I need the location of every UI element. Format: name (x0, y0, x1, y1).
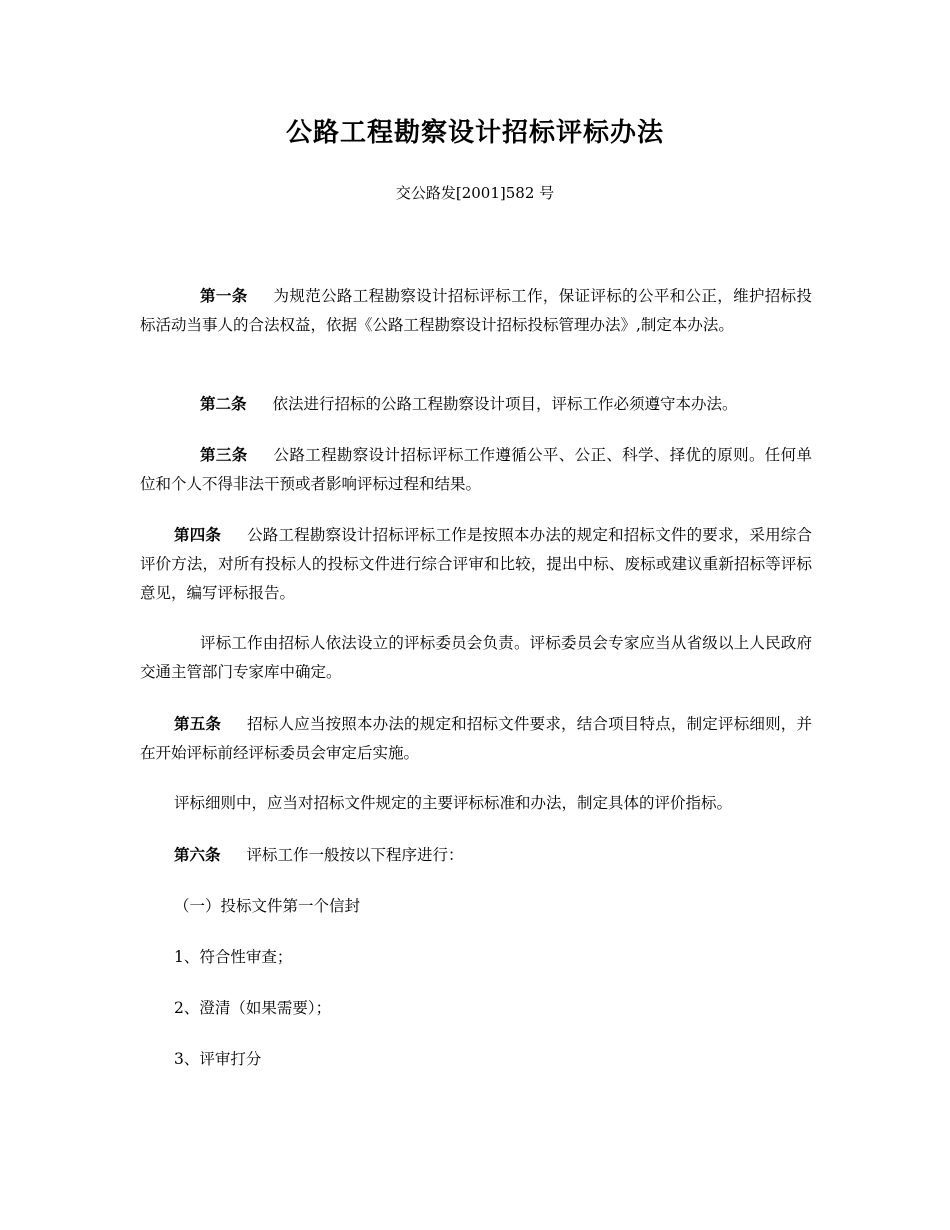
article-text: 招标人应当按照本办法的规定和招标文件要求，结合项目特点，制定评标细则，并在开始评标前经评标委员会审定后实施。 (140, 715, 812, 762)
article-text: 评标工作一般按以下程序进行： (246, 846, 464, 864)
article-text: 为规范公路工程勘察设计招标评标工作，保证评标的公平和公正，维护招标投标活动当事人的合法权益，依据《公路工程勘察设计招标投标管理办法》,制定本办法。 (140, 287, 812, 334)
list-item (140, 892, 812, 921)
list-item (140, 994, 812, 1023)
paragraph-text: 评标工作由招标人依法设立的评标委员会负责。评标委员会专家应当从省级以上人民政府交通主管部门专家库中确定。 (140, 634, 812, 681)
article-label: 第一条 (200, 286, 248, 305)
article-label: 第三条 (200, 445, 248, 464)
article-6 (140, 840, 812, 870)
article-4-paragraph-2 (140, 629, 812, 687)
article-label: 第五条 (174, 714, 222, 733)
article-5 (140, 709, 812, 768)
article-2 (140, 389, 812, 419)
list-item-text: 2、澄清（如果需要）； (174, 999, 332, 1017)
article-label: 第二条 (200, 394, 247, 413)
article-5-paragraph-2 (140, 789, 812, 818)
article-3 (140, 440, 812, 499)
article-label: 第六条 (174, 845, 221, 864)
article-text: 依法进行招标的公路工程勘察设计项目，评标工作必须遵守本办法。 (272, 395, 738, 413)
list-item-text: 1、符合性审查； (174, 948, 293, 966)
article-4 (140, 520, 812, 608)
paragraph-text: 评标细则中，应当对招标文件规定的主要评标标准和办法，制定具体的评价指标。 (174, 794, 733, 812)
list-item-text: 3、评审打分 (174, 1050, 262, 1068)
article-text: 公路工程勘察设计招标评标工作遵循公平、公正、科学、择优的原则。任何单位和个人不得非法干预或者影响评标过程和结果。 (140, 446, 812, 493)
list-item (140, 943, 812, 972)
document-title: 公路工程勘察设计招标评标办法 (285, 118, 664, 148)
article-label: 第四条 (174, 525, 222, 544)
article-text: 公路工程勘察设计招标评标工作是按照本办法的规定和招标文件的要求，采用综合评价方法，对所有投标人的投标文件进行综合评审和比较，提出中标、废标或建议重新招标等评标意见，编写评标报告。 (140, 526, 812, 602)
document-number: 交公路发[2001]582 号 (395, 184, 555, 202)
article-1 (140, 281, 812, 340)
list-item-text: （一）投标文件第一个信封 (174, 897, 361, 915)
list-item (140, 1045, 812, 1074)
